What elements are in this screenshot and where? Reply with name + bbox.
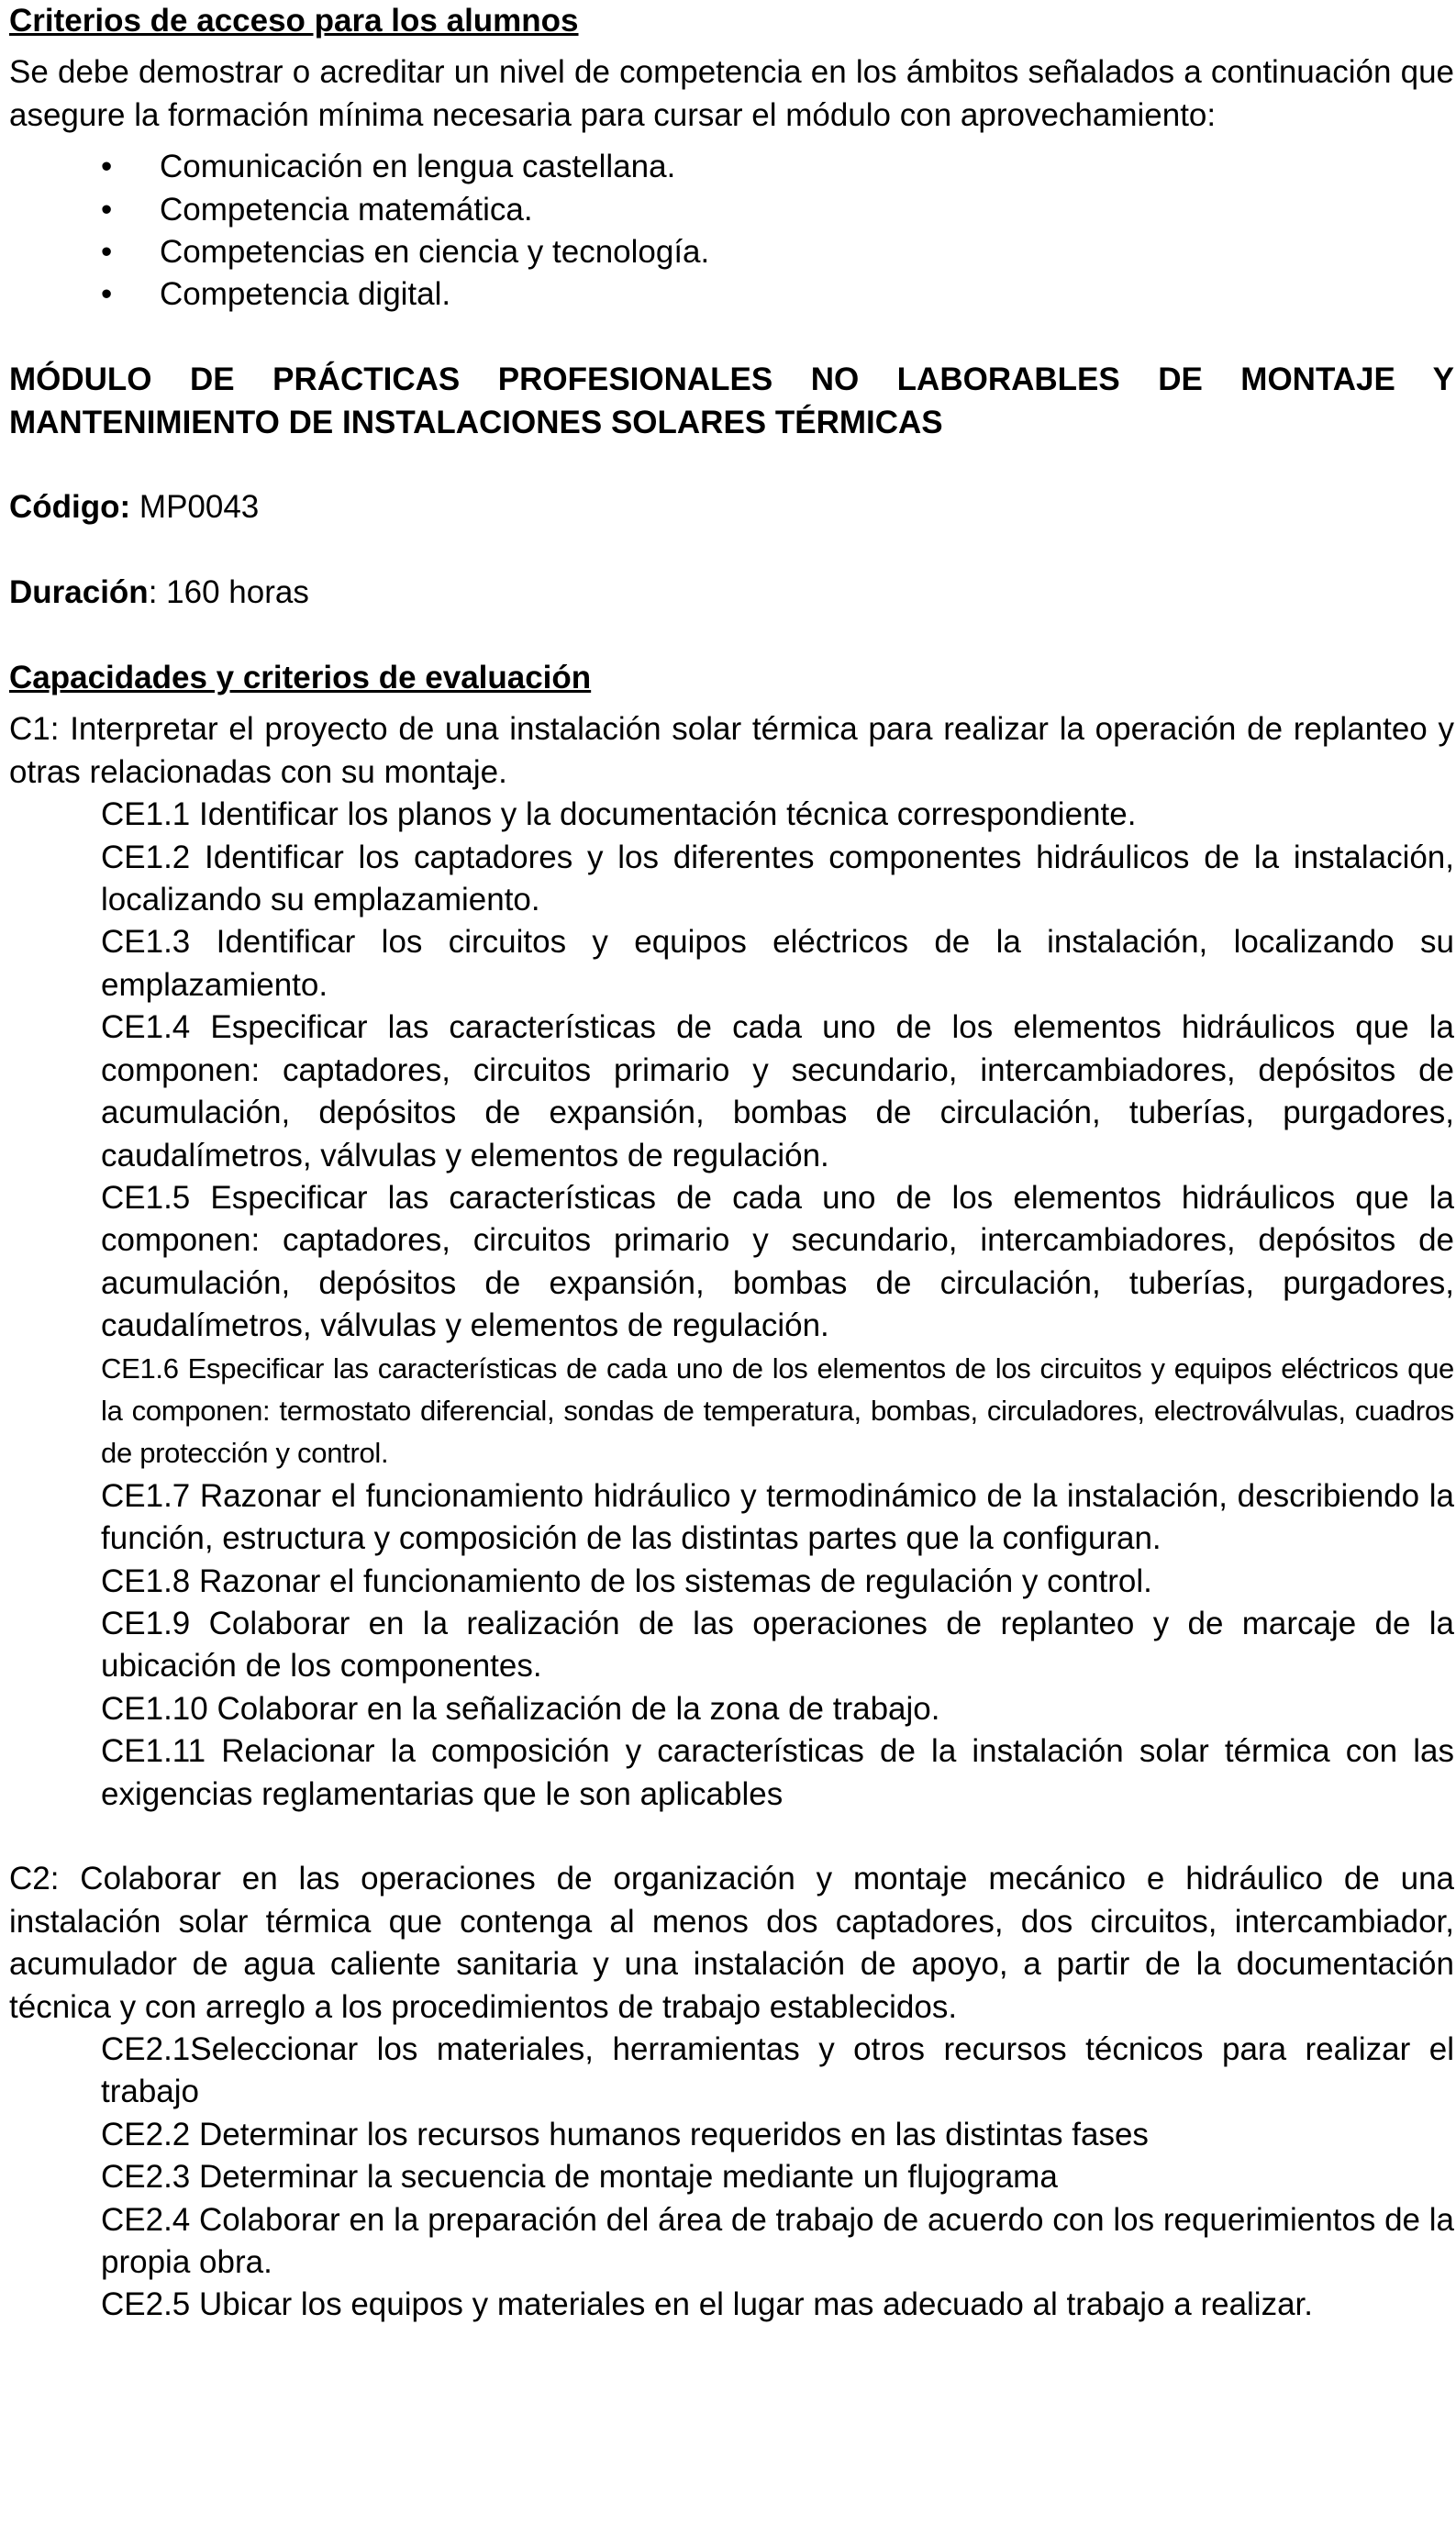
criterion-ce1-10: CE1.10 Colaborar en la señalización de la zona de trabajo. [101,1690,940,1727]
capacity-c1: C1: Interpretar el proyecto de una instalación solar térmica para realizar la operación de replanteo y otras relacionadas con su montaje. [9,711,1454,790]
criterion-ce1-9: CE1.9 Colaborar en la realización de las operaciones de replanteo y de marcaje de la ubicación de los componentes. [101,1605,1454,1685]
criterion-ce1-5: CE1.5 Especificar las características de cada uno de los elementos hidráulicos que la componen: captadores, circuitos primario y secundario, intercambiadores, depósitos de acumulación, depósitos de expansión, bombas de circulación, tuberías, purgadores, caudalímetros, válvulas y elementos de regulación. [101,1179,1454,1344]
criterion-ce1-6: CE1.6 Especificar las características de cada uno de los elementos de los circuitos y equipos eléctricos que la componen: termostato diferencial, sondas de temperatura, bombas, circuladores, electroválvulas, cuadros de protección y control. [101,1351,1454,1470]
module-code-value: MP0043 [130,489,260,526]
criterion-ce1-7: CE1.7 Razonar el funcionamiento hidráulico y termodinámico de la instalación, describiendo la función, estructura y composición de las distintas partes que la configuran. [101,1477,1454,1557]
module-duration-label: Duración [9,574,149,611]
list-item-text: Competencia digital. [160,276,451,313]
criterion-ce1-1: CE1.1 Identificar los planos y la documentación técnica correspondiente. [101,796,1137,833]
access-intro: Se debe demostrar o acreditar un nivel de competencia en los ámbitos señalados a continuación que asegure la formación mínima necesaria para cursar el módulo con aprovechamiento: [9,54,1454,133]
capacities-heading: Capacidades y criterios de evaluación [9,660,592,696]
capacity-c2: C2: Colaborar en las operaciones de organización y montaje mecánico e hidráulico de una instalación solar térmica que contenga al menos dos captadores, dos circuitos, intercambiador, acumulador de agua caliente sanitaria y una instalación de apoyo, a partir de la documentación técnica y con arreglo a los procedimientos de trabajo establecidos. [9,1861,1454,2025]
bullet-icon: • [101,191,113,228]
criterion-ce1-4: CE1.4 Especificar las características de cada uno de los elementos hidráulicos que la componen: captadores, circuitos primario y secundario, intercambiadores, depósitos de acumulación, depósitos de expansión, bombas de circulación, tuberías, purgadores, caudalímetros, válvulas y elementos de regulación. [101,1009,1454,1173]
list-item-text: Competencia matemática. [160,191,533,228]
list-item [9,273,1454,316]
list-item-text: Competencias en ciencia y tecnología. [160,234,710,271]
criterion-ce1-8: CE1.8 Razonar el funcionamiento de los sistemas de regulación y control. [101,1563,1152,1599]
module-code-label: Código: [9,489,131,526]
criterion-ce2-3: CE2.3 Determinar la secuencia de montaje mediante un flujograma [101,2159,1058,2196]
criterion-ce1-2: CE1.2 Identificar los captadores y los diferentes componentes hidráulicos de la instalación, localizando su emplazamiento. [101,839,1454,918]
bullet-icon: • [101,149,113,185]
module-title: MÓDULO DE PRÁCTICAS PROFESIONALES NO LABORABLES DE MONTAJE Y MANTENIMIENTO DE INSTALACIONES SOLARES TÉRMICAS [9,361,1454,440]
criterion-ce2-1: CE2.1Seleccionar los materiales, herramientas y otros recursos técnicos para realizar el trabajo [101,2031,1454,2110]
list-item [9,189,1454,231]
list-item [9,146,1454,188]
access-bullet-list [9,146,1454,317]
criterion-ce1-3: CE1.3 Identificar los circuitos y equipos eléctricos de la instalación, localizando su emplazamiento. [101,924,1454,1003]
module-duration [9,572,1454,614]
module-code [9,486,1454,528]
criterion-ce2-5: CE2.5 Ubicar los equipos y materiales en el lugar mas adecuado al trabajo a realizar. [101,2286,1313,2323]
bullet-icon: • [101,276,113,313]
bullet-icon: • [101,234,113,271]
list-item [9,231,1454,273]
list-item-text: Comunicación en lengua castellana. [160,149,676,185]
criterion-ce1-11: CE1.11 Relacionar la composición y características de la instalación solar térmica con las exigencias reglamentarias que le son aplicables [101,1733,1454,1812]
module-duration-value: : 160 horas [148,574,309,611]
criterion-ce2-4: CE2.4 Colaborar en la preparación del área de trabajo de acuerdo con los requerimientos de la propia obra. [101,2201,1454,2281]
access-heading: Criterios de acceso para los alumnos [9,3,579,39]
criterion-ce2-2: CE2.2 Determinar los recursos humanos requeridos en las distintas fases [101,2116,1149,2152]
